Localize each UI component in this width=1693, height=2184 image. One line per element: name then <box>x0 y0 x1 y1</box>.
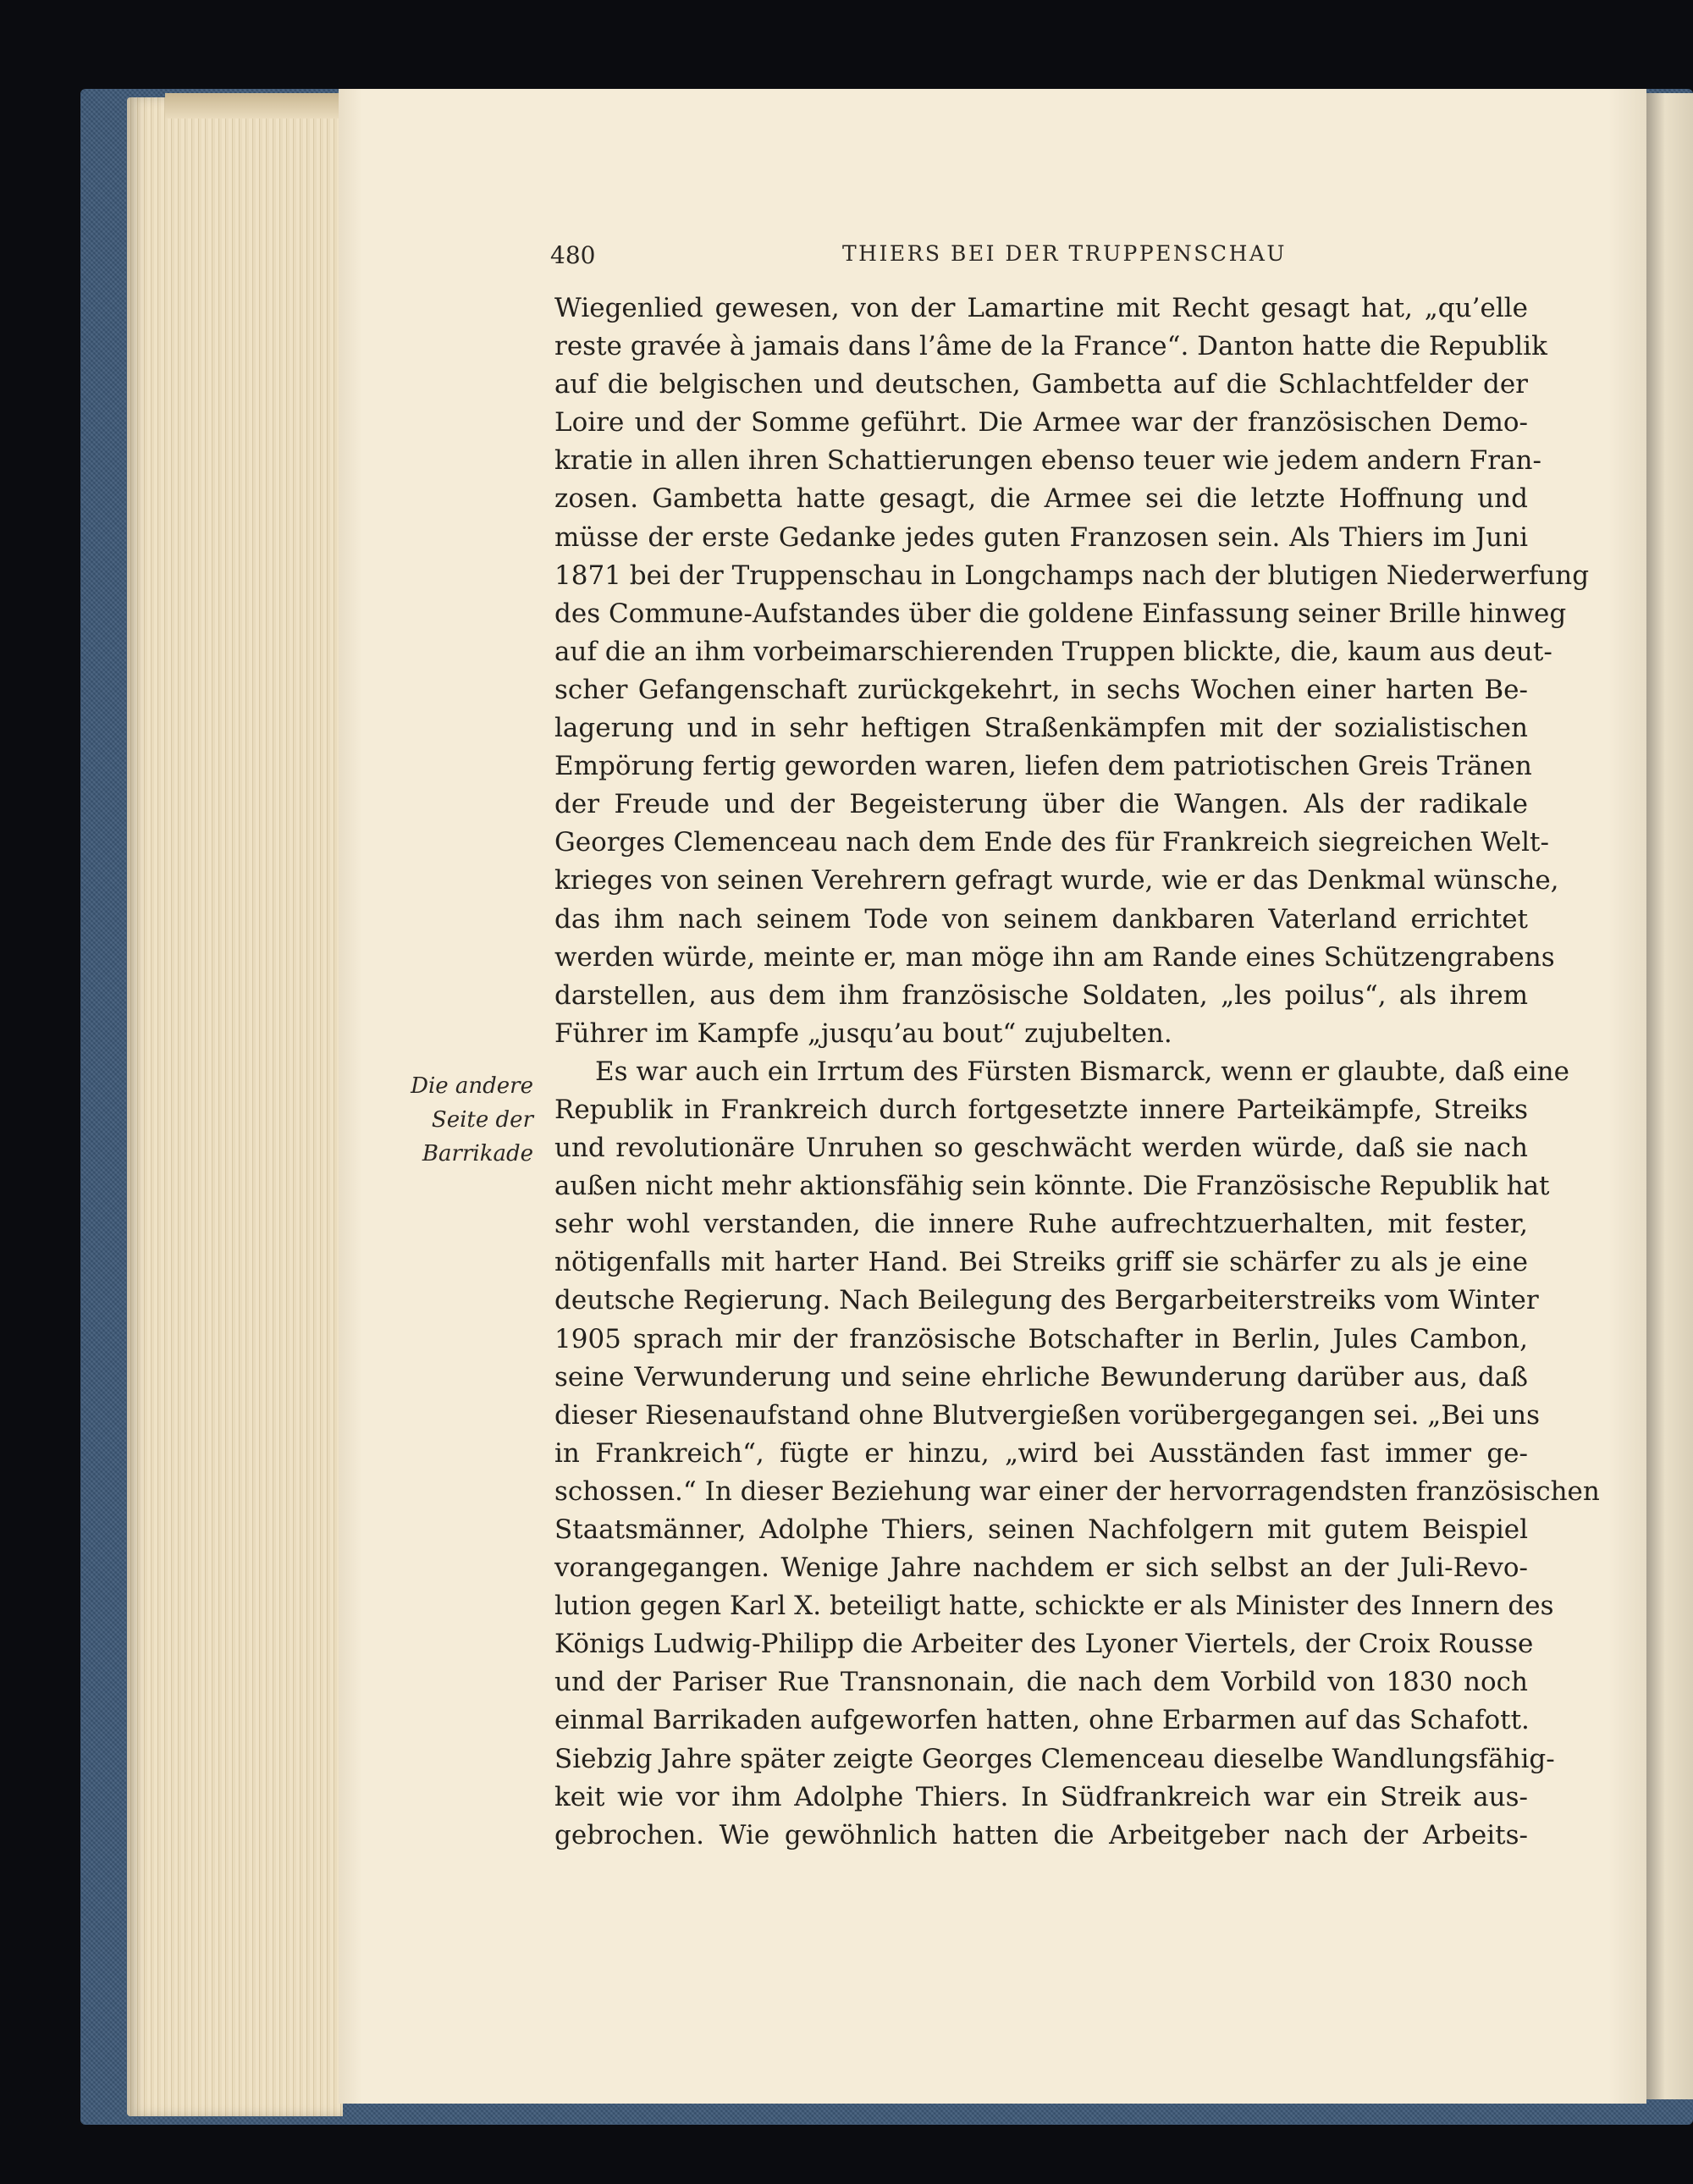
marginal-note-line: Die andere <box>411 1073 533 1099</box>
marginal-note-line: Seite der <box>431 1107 533 1133</box>
text-line: schossen.“ In dieser Beziehung war einer der hervorragendsten französischen <box>554 1475 1600 1507</box>
text-line: der Freude und der Begeisterung über die Wangen. Als der radikale <box>554 789 1528 820</box>
text-line: des Commune-Aufstandes über die goldene Einfassung seiner Brille hinweg <box>554 598 1567 629</box>
text-line: außen nicht mehr aktionsfähig sein könnte. Die Französische Republik hat <box>554 1171 1550 1202</box>
running-header <box>550 241 1287 275</box>
marginal-note <box>364 1069 533 1171</box>
page-number: 480 <box>550 241 596 269</box>
text-line: in Frankreich“, fügte er hinzu, „wird bei Ausständen fast immer ge- <box>554 1437 1528 1469</box>
text-line: Staatsmänner, Adolphe Thiers, seinen Nachfolgern mit gutem Beispiel <box>554 1514 1528 1545</box>
text-line: müsse der erste Gedanke jedes guten Franzosen sein. Als Thiers im Juni <box>554 521 1528 553</box>
text-line: gebrochen. Wie gewöhnlich hatten die Arbeitgeber nach der Arbeits- <box>554 1819 1528 1850</box>
text-line: keit wie vor ihm Adolphe Thiers. In Südfrankreich war ein Streik aus- <box>554 1781 1528 1812</box>
text-line: 1905 sprach mir der französische Botschafter in Berlin, Jules Cambon, <box>554 1323 1528 1354</box>
text-line: werden würde, meinte er, man möge ihn am Rande eines Schützengrabens <box>554 941 1555 973</box>
text-line: scher Gefangenschaft zurückgekehrt, in sechs Wochen einer harten Be- <box>554 674 1528 705</box>
text-line: seine Verwunderung und seine ehrliche Bewunderung darüber aus, daß <box>554 1361 1528 1393</box>
text-line: das ihm nach seinem Tode von seinem dankbaren Vaterland errichtet <box>554 903 1528 935</box>
text-line: auf die an ihm vorbeimarschierenden Truppen blickte, die, kaum aus deut- <box>554 636 1552 667</box>
text-line: sehr wohl verstanden, die innere Ruhe aufrechtzuerhalten, mit fester, <box>554 1209 1528 1240</box>
text-line: deutsche Regierung. Nach Beilegung des Bergarbeiterstreiks vom Winter <box>554 1285 1539 1316</box>
text-line: einmal Barrikaden aufgeworfen hatten, ohne Erbarmen auf das Schafott. <box>554 1705 1530 1736</box>
text-line: krieges von seinen Verehrern gefragt wurde, wie er das Denkmal wünsche, <box>554 865 1559 896</box>
text-line: kratie in allen ihren Schattierungen ebenso teuer wie jedem andern Fran- <box>554 445 1541 477</box>
text-line: Georges Clemenceau nach dem Ende des für Frankreich siegreichen Welt- <box>554 827 1549 858</box>
text-line: Königs Ludwig-Philipp die Arbeiter des Lyoner Viertels, der Croix Rousse <box>554 1629 1534 1660</box>
text-line: reste gravée à jamais dans l’âme de la France“. Danton hatte die Republik <box>554 331 1547 362</box>
text-line: Siebzig Jahre später zeigte Georges Clemenceau dieselbe Wandlungsfähig- <box>554 1743 1555 1774</box>
text-line: nötigenfalls mit harter Hand. Bei Streiks griff sie schärfer zu als je eine <box>554 1247 1528 1278</box>
text-line: Loire und der Somme geführt. Die Armee war der französischen Demo- <box>554 407 1528 438</box>
text-line: Republik in Frankreich durch fortgesetzte innere Parteikämpfe, Streiks <box>554 1094 1528 1125</box>
paragraph-start-line: Es war auch ein Irrtum des Fürsten Bismarck, wenn er glaubte, daß eine <box>595 1056 1569 1087</box>
text-line: 1871 bei der Truppenschau in Longchamps nach der blutigen Niederwerfung <box>554 560 1590 591</box>
text-line: und der Pariser Rue Transnonain, die nach dem Vorbild von 1830 noch <box>554 1667 1528 1698</box>
marginal-note-line: Barrikade <box>422 1141 533 1166</box>
text-line: lution gegen Karl X. beteiligt hatte, schickte er als Minister des Innern des <box>554 1591 1554 1622</box>
opposite-page-edge <box>1646 93 1693 2099</box>
text-line: Empörung fertig geworden waren, liefen dem patriotischen Greis Tränen <box>554 751 1532 782</box>
text-line: dieser Riesenaufstand ohne Blutvergießen vorübergegangen sei. „Bei uns <box>554 1399 1540 1431</box>
page-edges <box>127 97 343 2116</box>
text-line: zosen. Gambetta hatte gesagt, die Armee sei die letzte Hoffnung und <box>554 483 1528 515</box>
running-title: THIERS BEI DER TRUPPENSCHAU <box>841 241 1287 266</box>
text-line: und revolutionäre Unruhen so geschwächt werden würde, daß sie nach <box>554 1133 1528 1164</box>
text-line: auf die belgischen und deutschen, Gambetta auf die Schlachtfelder der <box>554 369 1528 400</box>
text-line: Wiegenlied gewesen, von der Lamartine mit Recht gesagt hat, „qu’elle <box>554 293 1528 323</box>
text-line: darstellen, aus dem ihm französische Soldaten, „les poilus“, als ihrem <box>554 979 1528 1011</box>
page-edges-top <box>165 93 343 119</box>
text-line: lagerung und in sehr heftigen Straßenkämpfen mit der sozialistischen <box>554 713 1528 744</box>
body-text <box>554 290 1600 1855</box>
paragraph-end-line: Führer im Kampfe „jusqu’au bout“ zujubelten. <box>554 1018 1172 1049</box>
text-line: vorangegangen. Wenige Jahre nachdem er sich selbst an der Juli-Revo- <box>554 1553 1528 1584</box>
